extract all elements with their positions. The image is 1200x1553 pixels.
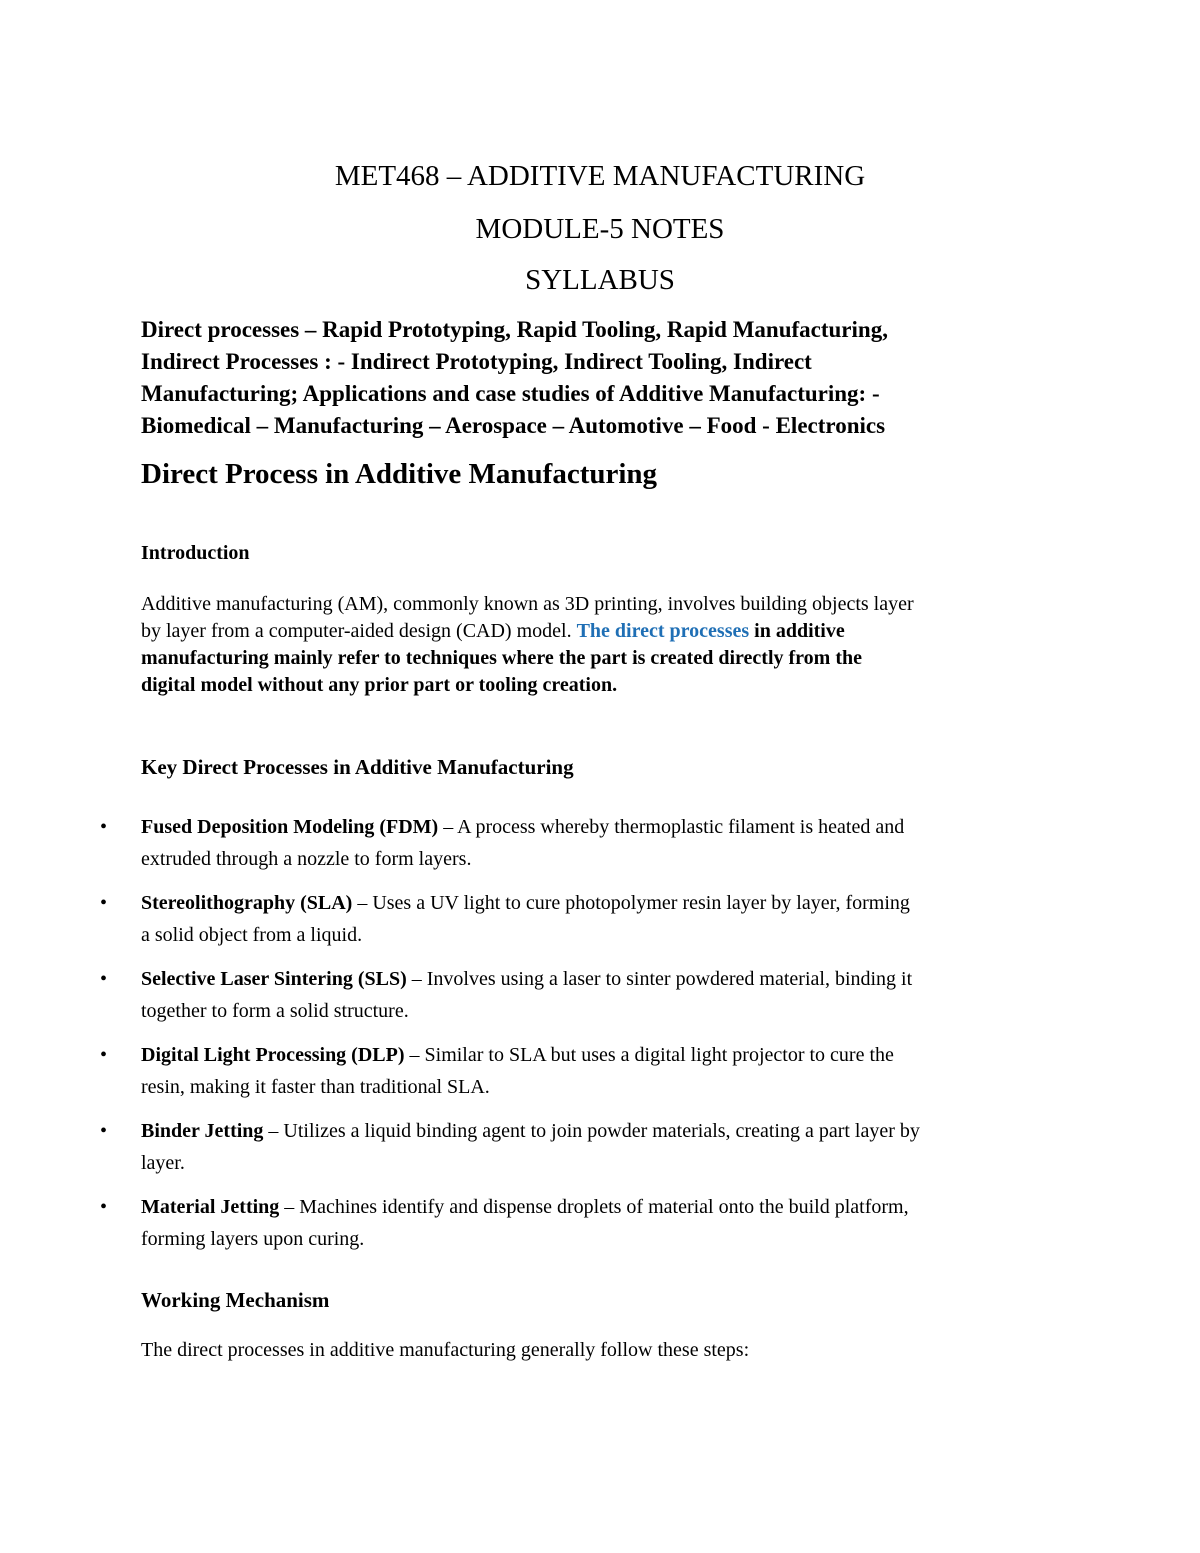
process-description: – Similar to SLA but uses a digital light projector to cure the — [404, 1044, 894, 1066]
working-mechanism-paragraph — [141, 1337, 1071, 1364]
working-mechanism-text: The direct processes in additive manufacturing generally follow these steps: — [141, 1339, 750, 1361]
introduction-heading: Introduction — [141, 542, 250, 564]
process-description: layer. — [141, 1152, 185, 1174]
list-item — [100, 1191, 1080, 1255]
bullet-icon: • — [100, 816, 108, 838]
key-processes-list — [100, 811, 1080, 1267]
list-item — [100, 887, 1080, 951]
process-description: – A process whereby thermoplastic filament is heated and — [438, 816, 905, 838]
process-term: Selective Laser Sintering (SLS) — [141, 968, 407, 990]
process-description: – Machines identify and dispense droplets of material onto the build platform, — [279, 1196, 909, 1218]
module-title: MODULE-5 NOTES — [475, 213, 725, 245]
process-description: together to form a solid structure. — [141, 1000, 409, 1022]
intro-bold-text: in additive — [749, 620, 845, 642]
intro-text: by layer from a computer-aided design (CAD) model. — [141, 620, 577, 642]
process-term: Stereolithography (SLA) — [141, 892, 353, 914]
intro-line: digital model without any prior part or tooling creation. — [141, 674, 618, 696]
introduction-paragraph — [141, 591, 1071, 699]
process-description: – Involves using a laser to sinter powdered material, binding it — [406, 968, 913, 990]
bullet-icon: • — [100, 1120, 108, 1142]
intro-line: Additive manufacturing (AM), commonly known as 3D printing, involves building objects layer — [141, 593, 914, 615]
syllabus-title: SYLLABUS — [525, 264, 675, 296]
process-description: – Utilizes a liquid binding agent to join powder materials, creating a part layer by — [263, 1120, 920, 1142]
bullet-icon: • — [100, 892, 108, 914]
syllabus-line: Indirect Processes : - Indirect Prototyping, Indirect Tooling, Indirect — [141, 349, 812, 374]
bullet-icon: • — [100, 1196, 108, 1218]
list-item — [100, 1039, 1080, 1103]
process-description: resin, making it faster than traditional SLA. — [141, 1076, 490, 1098]
syllabus-line: Direct processes – Rapid Prototyping, Rapid Tooling, Rapid Manufacturing, — [141, 317, 888, 342]
direct-processes-link[interactable]: The direct processes — [576, 620, 750, 642]
syllabus-line: Manufacturing; Applications and case studies of Additive Manufacturing: - — [141, 381, 880, 406]
key-processes-heading: Key Direct Processes in Additive Manufacturing — [141, 755, 574, 779]
intro-line — [141, 618, 1071, 645]
syllabus-line: Biomedical – Manufacturing – Aerospace – Automotive – Food - Electronics — [141, 413, 886, 438]
bullet-icon: • — [100, 968, 108, 990]
bullet-icon: • — [100, 1044, 108, 1066]
process-description: – Uses a UV light to cure photopolymer resin layer by layer, forming — [352, 892, 910, 914]
process-description: a solid object from a liquid. — [141, 924, 363, 946]
list-item — [100, 1115, 1080, 1179]
process-term: Binder Jetting — [141, 1120, 264, 1142]
process-term: Fused Deposition Modeling (FDM) — [141, 816, 439, 838]
process-description: extruded through a nozzle to form layers. — [141, 848, 472, 870]
section-heading: Direct Process in Additive Manufacturing — [141, 458, 658, 490]
intro-line: manufacturing mainly refer to techniques where the part is created directly from the — [141, 647, 862, 669]
list-item — [100, 811, 1080, 875]
process-term: Material Jetting — [141, 1196, 280, 1218]
process-description: forming layers upon curing. — [141, 1228, 365, 1250]
working-mechanism-heading: Working Mechanism — [141, 1288, 330, 1312]
list-item — [100, 963, 1080, 1027]
syllabus-text — [141, 314, 1041, 442]
course-title: MET468 – ADDITIVE MANUFACTURING — [334, 160, 866, 192]
process-term: Digital Light Processing (DLP) — [141, 1044, 405, 1066]
